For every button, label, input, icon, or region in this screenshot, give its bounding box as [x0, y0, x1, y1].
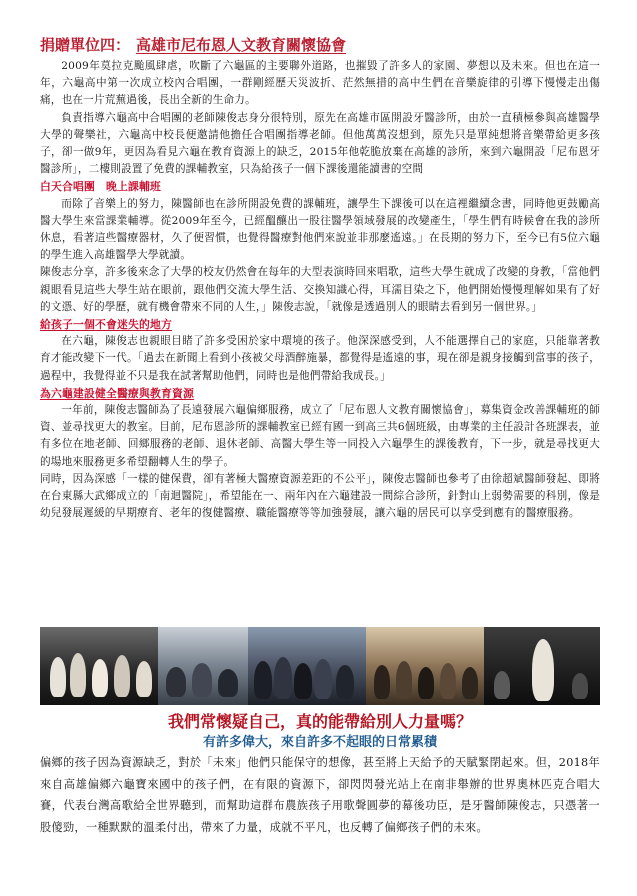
closing-paragraph: 偏鄉的孩子因為資源缺乏，對於「未來」他們只能保守的想像，甚至將上天給予的天賦緊閉起來。但，2018年來自高雄偏鄉六龜寶來國中的孩子們，在有限的資源下，卻閃閃發光站上在南非舉辦的世界奧林匹克合唱大賽，代表台灣高歌給全世界聽到，而幫助這群布農族孩子用歌聲圓夢的幕後功臣，是牙醫師陳俊志，只憑著一股傻勁，一種默默的溫柔付出，帶來了力量，成就不平凡，也反轉了偏鄉孩子們的未來。: [40, 756, 600, 834]
subheading-medical-education: 為六龜建設健全醫療與教育資源: [40, 386, 194, 400]
section-heading: [40, 34, 600, 56]
closing-title: 我們常懷疑自己，真的能帶給別人力量嗎？: [167, 712, 472, 731]
paragraph: 2009年莫拉克颱風肆虐，吹斷了六龜區的主要聯外道路，也摧毀了許多人的家園、夢想以及未來。但也在這一年，六龜高中第一次成立校內合唱團，一群剛經歷天災波折、茫然無措的高中生們在音樂旋律的引導下慢慢走出傷痛，也在一片荒蕪過後，長出全新的生命力。: [40, 60, 600, 107]
performance-photo: [484, 627, 600, 705]
paragraph: 一年前，陳俊志醫師為了長遠發展六龜偏鄉服務，成立了「尼布恩人文教育關懷協會」，募集資金改善課輔班的師資、並尋找更大的教室。目前，尼布恩診所的課輔教室已經有國一到高三共6個班級，由專業的主任設計各班課表，並有多位在地老師、回鄉服務的老師、退休老師、高醫大學生等一同投入六龜學生的課後教育，下一步，就是尋找更大的場地來服務更多希望翻轉人生的學子。: [40, 404, 600, 468]
paragraph: 負責指導六龜高中合唱團的老師陳俊志身分很特別，原先在高雄市區開設牙醫診所，由於一直積極參與高雄醫學大學的聲樂社，六龜高中校長便邀請他擔任合唱團指導老師。但他萬萬沒想到，原先只是單純想將音樂帶給更多孩子，卻一做9年，更因為看見六龜在教育資源上的缺乏，2015年他乾脆放棄在高雄的診所，來到六龜開設「尼布恩牙醫診所」，二樓則設置了免費的課輔教室，只為給孩子一個下課後還能讀書的空間: [40, 111, 600, 176]
students-photo: [248, 627, 366, 705]
paragraph: 同時，因為深感「一樣的健保費，卻有著極大醫療資源差距的不公平」，陳俊志醫師也參考了由徐超斌醫師發起、即將在台東縣大武鄉成立的「南迴醫院」，希望能在一、兩年內在六龜建設一間綜合診所，針對山上弱勢需要的科別，像是幼兒發展遲緩的早期療育、老年的復健醫療、職能醫療等等加強發展，讓六龜的居民可以享受到應有的醫療服務。: [40, 472, 600, 520]
heading-prefix: 捐贈單位四：: [40, 36, 131, 54]
choir-photo-1: [40, 627, 158, 705]
heading-org-name: 高雄市尼布恩人文教育關懷協會: [136, 36, 347, 54]
photo-strip: [40, 627, 600, 705]
classroom-photo: [158, 627, 248, 705]
closing-subtitle: 有許多偉大，來自許多不起眼的日常累積: [202, 735, 437, 750]
subheading-choir-tutoring: 白天合唱團 晚上課輔班: [40, 180, 161, 194]
choir-photo-2: [366, 627, 484, 705]
paragraph: 而除了音樂上的努力，陳醫師也在診所開設免費的課輔班，讓學生下課後可以在這裡繼續念書，同時他更鼓勵高醫大學生來當課業輔導。從2009年至今，已經醞釀出一股往醫學領域發展的改變產生，「學生們有時候會在我的診所休息，看著這些醫療器材，久了便習慣，也覺得醫療對他們來說並非那麼遙遠。」在長期的努力下，至今已有5位六龜的學生進入高雄醫學大學就讀。: [40, 197, 600, 262]
article-body: [40, 58, 600, 522]
paragraph: 陳俊志分享，許多後來念了大學的校友仍然會在每年的大型表演時回來唱歌，這些大學生就成了改變的身教，「當他們親眼看見這些大學生站在眼前，跟他們交流大學生活、交換知識心得，耳濡目染之下，他們開始慢慢理解如果有了好的文憑、好的學歷，就有機會帶來不同的人生，」陳俊志說，「就像是透過別人的眼睛去看到另一個世界。」: [40, 266, 600, 313]
subheading-safe-place: 給孩子一個不會迷失的地方: [40, 318, 172, 332]
paragraph: 在六龜，陳俊志也親眼目睹了許多受困於家中環境的孩子。他深深感受到，人不能選擇自己的家庭，只能靠著教育才能改變下一代。「過去在新聞上看到小孩被父母酒醉施暴，都覺得是遙遠的事，現在卻是親身接觸到當事的孩子，過程中，我覺得並不只是我在試著幫助他們，同時也是他們帶給我成長。」: [40, 335, 600, 382]
